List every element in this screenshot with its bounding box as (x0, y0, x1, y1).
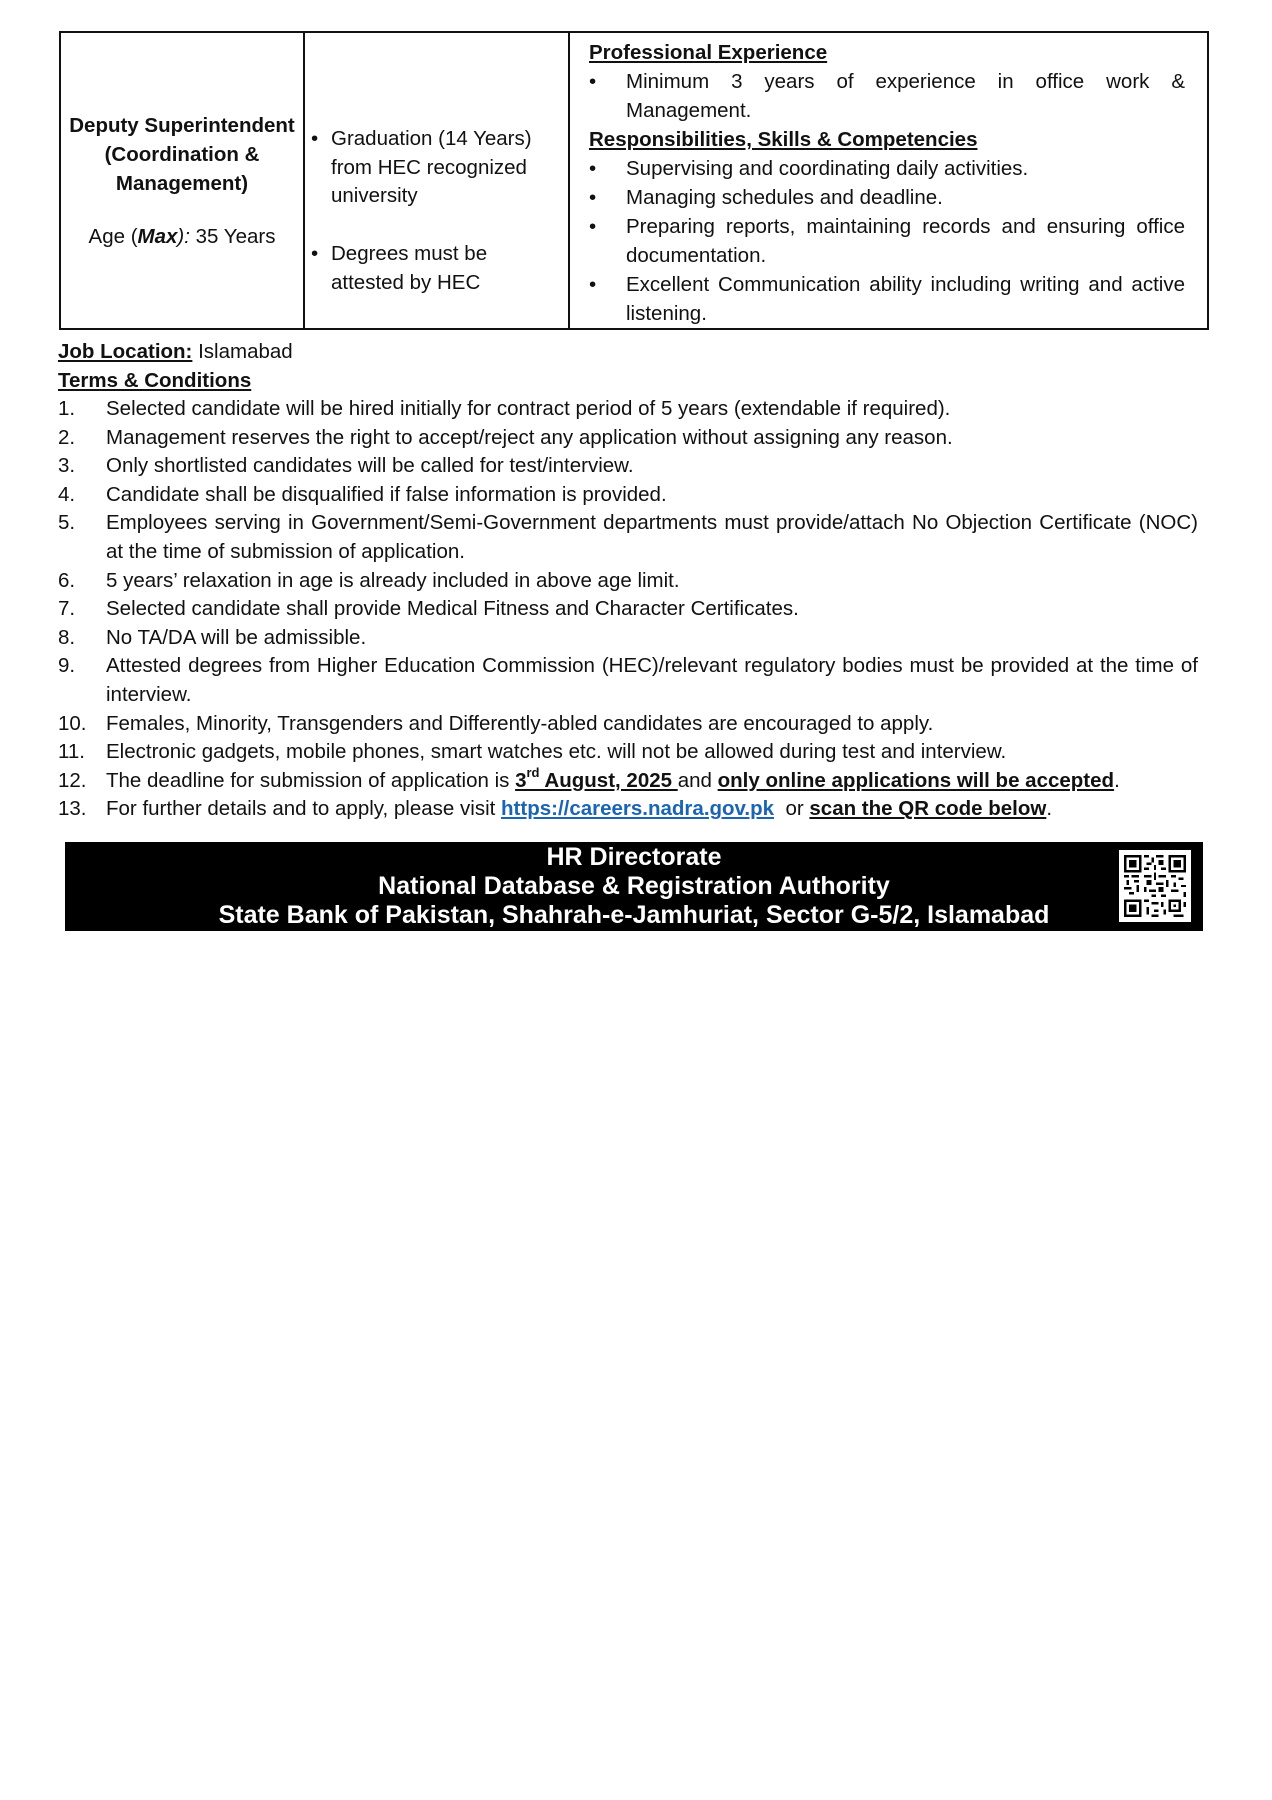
list-item: 10. Females, Minority, Transgenders and Differently-abled candidates are encouraged to apply. (58, 711, 934, 735)
job-requirements-table (59, 31, 1209, 330)
responsibilities-heading: Responsibilities, Skills & Competencies (589, 128, 978, 151)
job-location (58, 338, 293, 366)
list-item: 1. Selected candidate will be hired initially for contract period of 5 years (extendable if required). (58, 397, 951, 420)
footer-address: State Bank of Pakistan, Shahrah-e-Jamhuriat, Sector G-5/2, Islamabad (218, 901, 1050, 929)
qualification-item: • Graduation (14 Years) from HEC recognized university (311, 127, 532, 207)
list-item: 2. Management reserves the right to accept/reject any application without assigning any reason. (58, 425, 953, 449)
list-item: • Preparing reports, maintaining records and ensuring office documentation. (589, 212, 1185, 270)
careers-link[interactable]: https://careers.nadra.gov.pk (501, 797, 775, 821)
experience-list (589, 67, 1185, 125)
qualification-item: • Degrees must be attested by HEC (311, 242, 488, 294)
age-limit-value: 35 Years (189, 225, 276, 248)
job-location-value: Islamabad (192, 340, 293, 363)
list-item: • Supervising and coordinating daily activities. (589, 154, 1185, 183)
scan-qr-notice: scan the QR code below (809, 797, 1047, 821)
list-item: 6. 5 years’ relaxation in age is already included in above age limit. (58, 568, 680, 592)
bullet-icon: • (311, 242, 319, 265)
position-title-line: Deputy Superintendent (69, 114, 295, 137)
apply-item: 13. For further details and to apply, please visit https://careers.nadra.gov.pk or scan the QR code below. (58, 797, 1053, 821)
footer-organization: National Database & Registration Authority (378, 872, 890, 900)
terms-heading: Terms & Conditions (58, 369, 252, 392)
deadline-item: 12. The deadline for submission of application is 3rd August, 2025 and only online applications will be accepted. (58, 764, 1120, 792)
qr-code-icon[interactable] (1119, 850, 1191, 922)
list-item: 11. Electronic gadgets, mobile phones, smart watches etc. will not be allowed during test and interview. (58, 740, 1007, 764)
qualification-cell (304, 32, 569, 329)
experience-heading: Professional Experience (589, 41, 828, 64)
list-item: • Excellent Communication ability including writing and active listening. (589, 270, 1185, 328)
footer-banner (65, 842, 1203, 931)
terms-list (58, 395, 1198, 824)
bullet-icon: • (311, 127, 319, 150)
age-limit-key: Max (137, 225, 178, 248)
position-title (61, 111, 303, 251)
table-row (60, 32, 1208, 329)
requirements-cell (569, 32, 1208, 329)
list-item: 9. Attested degrees from Higher Education Commission (HEC)/relevant regulatory bodies must be provided at the time of interview. (58, 654, 1198, 706)
list-item: • Managing schedules and deadline. (589, 183, 1185, 212)
age-limit: Age (Max): 35 Years (88, 225, 276, 248)
deadline-date: 3rd August, 2025 (515, 764, 678, 792)
position-title-line: Management) (115, 172, 249, 195)
position-title-line: (Coordination & (104, 143, 260, 166)
footer-directorate: HR Directorate (546, 843, 722, 871)
qr-code-graphic (1124, 855, 1186, 917)
list-item: 5. Employees serving in Government/Semi-Government departments must provide/attach No Objection Certificate (NOC) at the time of submission of application. (58, 511, 1198, 563)
responsibilities-list (589, 154, 1185, 328)
job-location-label: Job Location: (58, 340, 193, 363)
list-item: 8. No TA/DA will be admissible. (58, 625, 367, 649)
list-item: 4. Candidate shall be disqualified if false information is provided. (58, 482, 667, 506)
list-item: 3. Only shortlisted candidates will be called for test/interview. (58, 454, 634, 478)
list-item: 7. Selected candidate shall provide Medical Fitness and Character Certificates. (58, 597, 799, 621)
list-item: • Minimum 3 years of experience in office work & Management. (589, 67, 1185, 125)
online-only-notice: only online applications will be accepted (717, 768, 1115, 792)
position-cell (60, 32, 304, 329)
